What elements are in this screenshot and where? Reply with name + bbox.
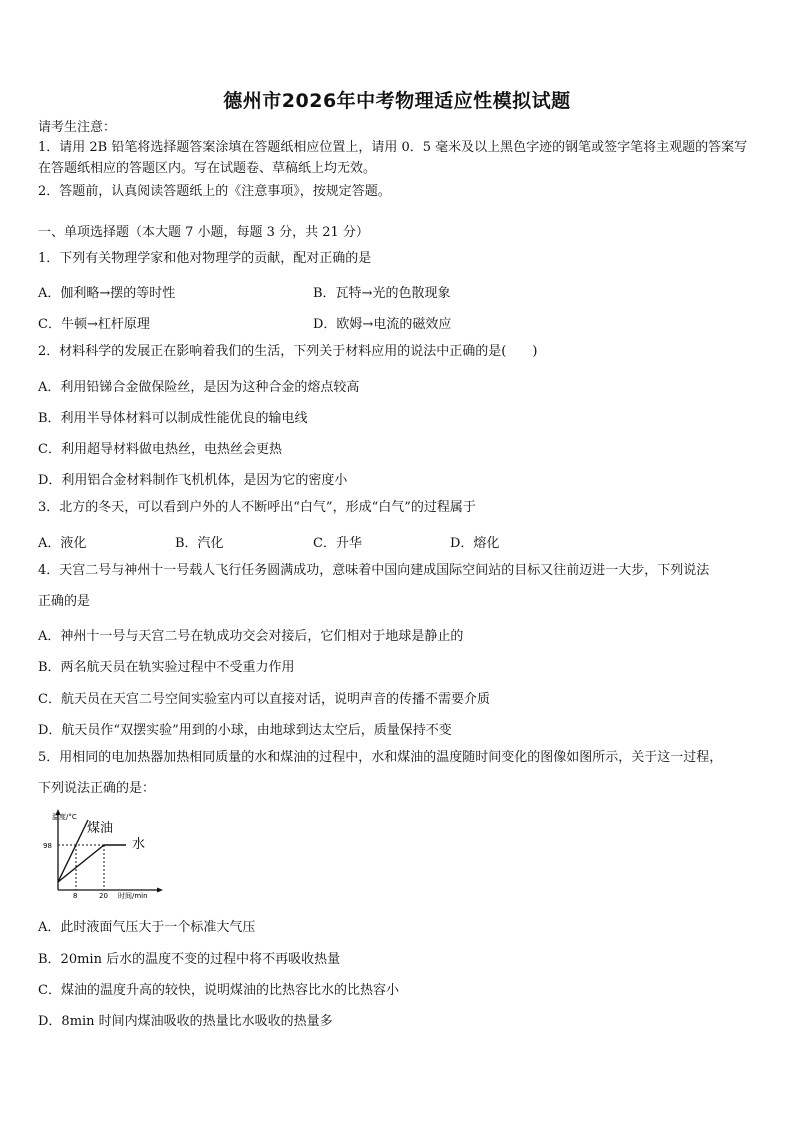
question-5-stem-line-1: 5．用相同的电加热器加热相同质量的水和煤油的过程中，水和煤油的温度随时间变化的图像如图所示，关于这一过程， [38, 750, 723, 765]
y-axis-label: 温度/°C [52, 813, 77, 821]
question-4-option-a[interactable]: A．神州十一号与天宫二号在轨成功交会对接后，它们相对于地球是静止的 [38, 629, 464, 644]
y-tick-98: 98 [43, 842, 52, 850]
question-2-option-a[interactable]: A．利用铅锑合金做保险丝，是因为这种合金的熔点较高 [38, 380, 360, 395]
kerosene-label: 煤油 [87, 821, 114, 836]
question-4-option-c[interactable]: C．航天员在天宫二号空间实验室内可以直接对话，说明声音的传播不需要介质 [38, 692, 490, 707]
water-label: 水 [132, 837, 146, 852]
question-5-option-b[interactable]: B．20min 后水的温度不变的过程中将不再吸收热量 [38, 952, 341, 967]
question-1-option-a[interactable]: A．伽利略→摆的等时性 [38, 286, 176, 301]
question-5-option-a[interactable]: A．此时液面气压大于一个标准大气压 [38, 920, 256, 935]
notice-item-2: 2．答题前，认真阅读答题纸上的《注意事项》，按规定答题。 [38, 184, 391, 199]
x-tick-8: 8 [73, 892, 78, 900]
notice-heading: 请考生注意： [38, 120, 117, 135]
x-tick-20: 20 [99, 892, 108, 900]
question-3-stem: 3．北方的冬天，可以看到户外的人不断呼出“白气”，形成“白气”的过程属于 [38, 500, 476, 515]
question-2-option-d[interactable]: D．利用铝合金材料制作飞机机体，是因为它的密度小 [38, 473, 348, 488]
question-3-option-d[interactable]: D．熔化 [450, 536, 500, 551]
question-1-option-d[interactable]: D．欧姆→电流的磁效应 [313, 317, 452, 332]
question-2-stem: 2．材料科学的发展正在影响着我们的生活，下列关于材料应用的说法中正确的是( ) [38, 344, 538, 359]
question-2-option-b[interactable]: B．利用半导体材料可以制成性能优良的输电线 [38, 411, 308, 426]
question-2-option-c[interactable]: C．利用超导材料做电热丝，电热丝会更热 [38, 442, 282, 457]
x-axis-arrow [157, 888, 163, 893]
question-5-option-c[interactable]: C．煤油的温度升高的较快，说明煤油的比热容比水的比热容小 [38, 983, 399, 998]
question-4-option-d[interactable]: D．航天员作“双摆实验”用到的小球，由地球到达太空后，质量保持不变 [38, 723, 452, 738]
kerosene-line [58, 820, 88, 882]
question-3-option-c[interactable]: C．升华 [313, 536, 362, 551]
question-5-option-d[interactable]: D．8min 时间内煤油吸收的热量比水吸收的热量多 [38, 1014, 333, 1029]
x-axis-label: 时间/min [118, 892, 148, 900]
temperature-time-graph [40, 808, 170, 900]
question-4-stem-line-2: 正确的是 [38, 594, 91, 609]
question-1-option-b[interactable]: B．瓦特→光的色散现象 [313, 286, 451, 301]
question-3-option-a[interactable]: A．液化 [38, 536, 87, 551]
question-3-option-b[interactable]: B．汽化 [175, 536, 224, 551]
water-line [58, 845, 104, 882]
question-4-stem-line-1: 4．天宫二号与神州十一号载人飞行任务圆满成功，意味着中国向建成国际空间站的目标又往前迈进一大步，下列说法 [38, 563, 710, 578]
section-heading: 一、单项选择题（本大题 7 小题，每题 3 分，共 21 分） [38, 225, 369, 240]
question-1-stem: 1．下列有关物理学家和他对物理学的贡献，配对正确的是 [38, 251, 372, 266]
question-5-stem-line-2: 下列说法正确的是： [38, 781, 156, 796]
notice-item-1: 1．请用 2B 铅笔将选择题答案涂填在答题纸相应位置上，请用 0．5 毫米及以上黑色字迹的钢笔或签字笔将主观题的答案写在答题纸相应的答题区内。写在试题卷、草稿纸上均无效。 [38, 140, 748, 176]
question-4-option-b[interactable]: B．两名航天员在轨实验过程中不受重力作用 [38, 660, 295, 675]
page-title: 德州市2026年中考物理适应性模拟试题 [223, 90, 571, 112]
question-1-option-c[interactable]: C．牛顿→杠杆原理 [38, 317, 150, 332]
